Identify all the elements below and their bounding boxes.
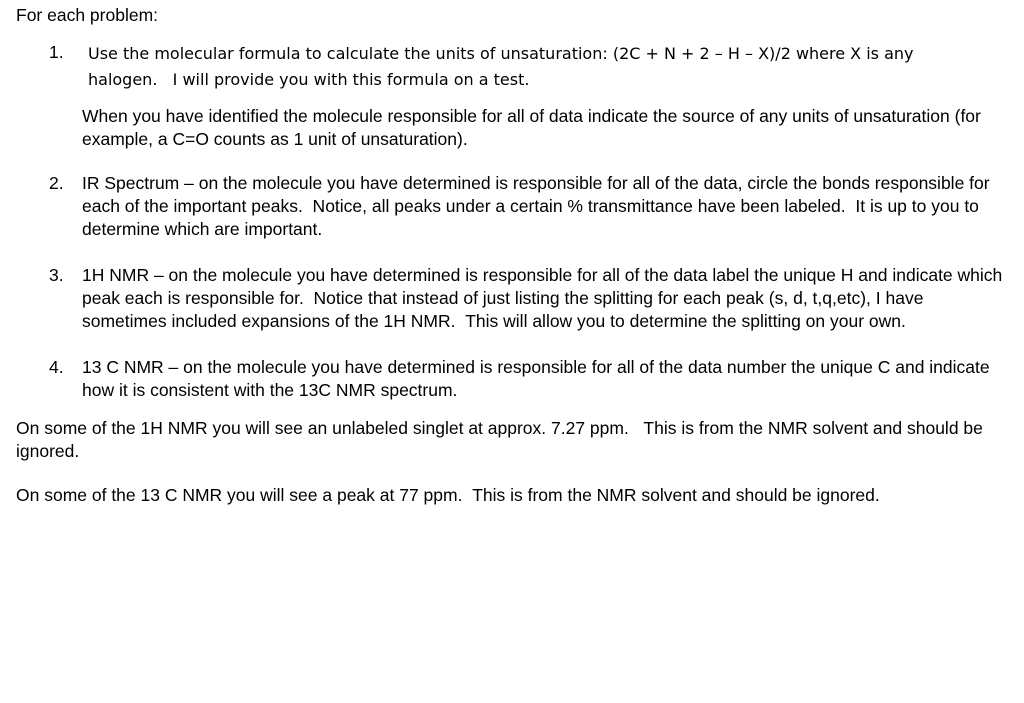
item-text: 1H NMR – on the molecule you have determined is responsible for all of the data label the unique H and indicate which peak each is responsible for. Notice that instead of just listing the splitting for each peak (s, d, t,q,etc), I have sometimes included expansions of the 1H NMR. This will allow you to determine the splitting on your own.	[82, 265, 1003, 331]
instruction-item-2	[16, 172, 1006, 241]
item-text: IR Spectrum – on the molecule you have determined is responsible for all of the data, circle the bonds responsible for each of the important peaks. Notice, all peaks under a certain % transmittance have been labeled. It is up to you to determine which are important.	[82, 173, 990, 239]
item-number: 1.	[49, 42, 64, 62]
item-subtext: When you have identified the molecule responsible for all of data indicate the source of any units of unsaturation (for example, a C=O counts as 1 unit of unsaturation).	[82, 106, 981, 149]
intro-heading: For each problem:	[16, 5, 159, 25]
instruction-item-3	[16, 264, 1006, 333]
note-1h-nmr-solvent: On some of the 1H NMR you will see an unlabeled singlet at approx. 7.27 ppm. This is from the NMR solvent and should be ignored.	[16, 418, 983, 461]
item-number: 2.	[49, 173, 64, 193]
instruction-item-4	[16, 356, 1006, 402]
note-13c-nmr-solvent: On some of the 13 C NMR you will see a peak at 77 ppm. This is from the NMR solvent and should be ignored.	[16, 485, 880, 505]
item-text: 13 C NMR – on the molecule you have determined is responsible for all of the data number the unique C and indicate how it is consistent with the 13C NMR spectrum.	[82, 357, 990, 400]
instruction-item-1	[16, 41, 1006, 151]
item-text: Use the molecular formula to calculate the units of unsaturation: (2C + N + 2 – H – X)/2 where X is any halogen. I will provide you with this formula on a test.	[88, 44, 914, 89]
item-number: 3.	[49, 265, 64, 285]
item-number: 4.	[49, 357, 64, 377]
instructions-document	[16, 4, 1006, 507]
